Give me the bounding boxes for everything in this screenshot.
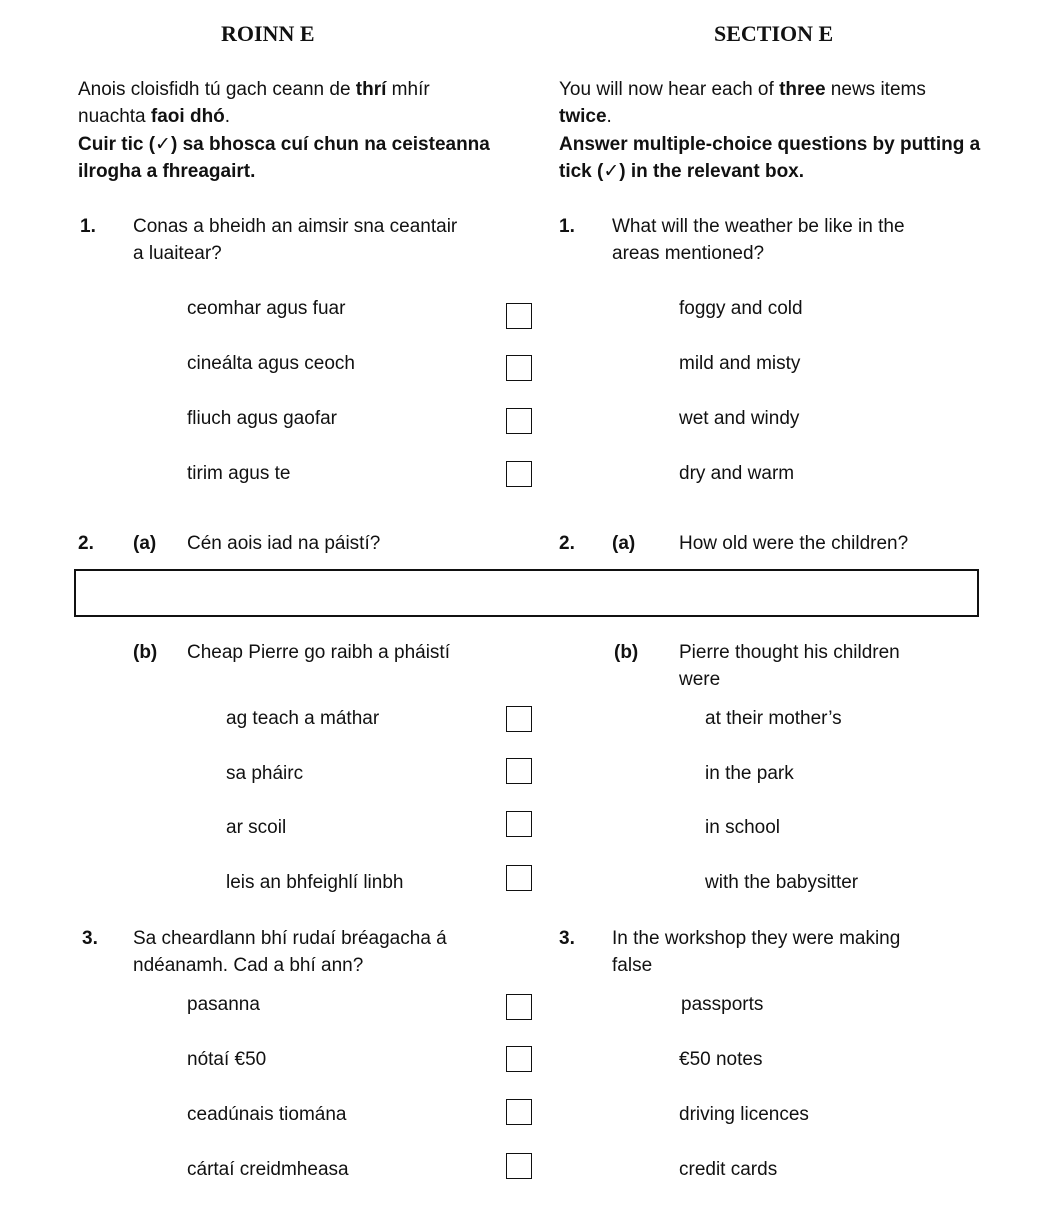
q3-option-checkbox[interactable] [506,1153,532,1179]
english-q2b-label: (b) [614,642,639,663]
english-q3-option: credit cards [679,1159,778,1180]
q2b-option-checkbox[interactable] [506,811,532,837]
english-q2a-text: How old were the children? [679,533,909,554]
irish-q2a-label: (a) [133,533,157,554]
irish-q2b-text: Cheap Pierre go raibh a pháistí [187,642,450,663]
english-instruction-line2: tick (✓) in the relevant box. [559,161,805,182]
irish-q1-text-line2: a luaitear? [133,243,222,264]
irish-section-heading: ROINN E [221,21,315,46]
english-q2b-option: at their mother’s [705,708,842,729]
english-q1-text-line1: What will the weather be like in the [612,216,905,237]
irish-q1-option: fliuch agus gaofar [187,408,337,429]
irish-q1-option: cineálta agus ceoch [187,353,355,374]
irish-q1-option: tirim agus te [187,463,291,484]
q2b-option-checkbox[interactable] [506,706,532,732]
english-q3-option: driving licences [679,1104,809,1125]
irish-q3-option: cártaí creidmheasa [187,1159,349,1180]
q1-option-checkbox[interactable] [506,303,532,329]
irish-q1-text-line1: Conas a bheidh an aimsir sna ceantair [133,216,458,237]
english-q1-option: wet and windy [679,408,800,429]
irish-q3-option: pasanna [187,994,260,1015]
english-q2-number: 2. [559,533,575,554]
english-q2b-text-line1: Pierre thought his children [679,642,900,663]
q2b-option-checkbox[interactable] [506,758,532,784]
english-intro-line1: You will now hear each of three news items [559,79,926,100]
english-q2a-label: (a) [612,533,636,554]
irish-q3-option: ceadúnais tiomána [187,1104,347,1125]
q2b-option-checkbox[interactable] [506,865,532,891]
irish-q3-option: nótaí €50 [187,1049,267,1070]
irish-instruction-line2: ilrogha a fhreagairt. [78,161,256,182]
english-q2b-text-line2: were [679,669,721,690]
english-q2b-option: in school [705,817,780,838]
irish-q1-option: ceomhar agus fuar [187,298,346,319]
q1-option-checkbox[interactable] [506,461,532,487]
english-q1-text-line2: areas mentioned? [612,243,765,264]
irish-q2b-label: (b) [133,642,158,663]
english-section-heading: SECTION E [714,21,834,46]
english-q3-text-line1: In the workshop they were making [612,928,901,949]
irish-q2-number: 2. [78,533,94,554]
irish-q3-number: 3. [82,928,98,949]
english-q1-option: foggy and cold [679,298,803,319]
english-instruction-line1: Answer multiple-choice questions by putting a [559,134,981,155]
q1-option-checkbox[interactable] [506,408,532,434]
irish-q2a-text: Cén aois iad na páistí? [187,533,381,554]
english-q1-option: dry and warm [679,463,795,484]
q1-option-checkbox[interactable] [506,355,532,381]
irish-q2b-option: sa pháirc [226,763,304,784]
english-q2b-option: in the park [705,763,794,784]
q3-option-checkbox[interactable] [506,994,532,1020]
irish-q3-text-line2: ndéanamh. Cad a bhí ann? [133,955,364,976]
english-q1-option: mild and misty [679,353,801,374]
q3-option-checkbox[interactable] [506,1099,532,1125]
english-q2b-option: with the babysitter [705,872,859,893]
english-q1-number: 1. [559,216,575,237]
irish-q1-number: 1. [80,216,96,237]
q2a-answer-box[interactable] [74,569,979,617]
english-q3-option: €50 notes [679,1049,763,1070]
irish-q2b-option: ag teach a máthar [226,708,380,729]
english-intro-line2: twice. [559,106,612,127]
irish-instruction-line1: Cuir tic (✓) sa bhosca cuí chun na ceisteanna [78,134,490,155]
irish-q3-text-line1: Sa cheardlann bhí rudaí bréagacha á [133,928,447,949]
q3-option-checkbox[interactable] [506,1046,532,1072]
irish-intro-line1: Anois cloisfidh tú gach ceann de thrí mhír [78,79,430,100]
irish-q2b-option: leis an bhfeighlí linbh [226,872,404,893]
english-q3-text-line2: false [612,955,653,976]
english-q3-option: passports [681,994,764,1015]
irish-q2b-option: ar scoil [226,817,287,838]
english-q3-number: 3. [559,928,575,949]
irish-intro-line2: nuachta faoi dhó. [78,106,231,127]
